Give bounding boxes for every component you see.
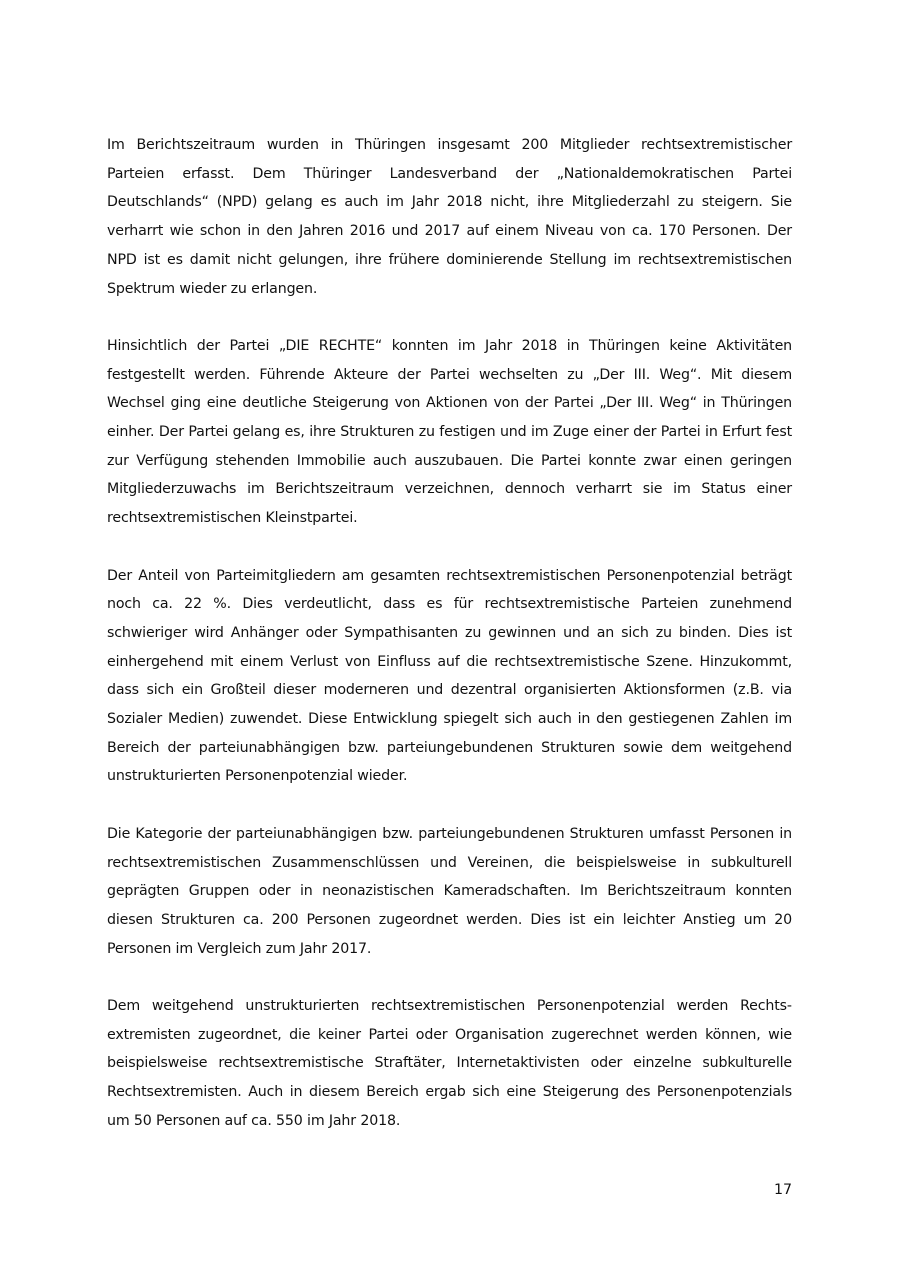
paragraph-party-share: Der Anteil von Parteimitgliedern am gesamten rechtsextremistischen Personenpotenzial beträgt noch ca. 22 %. Dies verdeutlicht, dass es für rechtsextremistische Parteien zunehmend schwieriger wird Anhänger oder Sympathisanten zu gewinnen und an sich zu binden. Dies ist einhergehend mit einem Verlust von Einfluss auf die rechtsextremistische Szene. Hinzukommt, dass sich ein Großteil dieser moderneren und dezentral organisierten Aktionsformen (z.B. via Sozialer Medien) zuwendet. Diese Entwicklung spiegelt sich auch in den gestiegenen Zahlen im Bereich der parteiunabhängigen bzw. parteiungebundenen Strukturen sowie dem weitgehend unstrukturierten Personenpotenzial wieder. <box>107 567 792 785</box>
paragraph-die-rechte: Hinsichtlich der Partei „DIE RECHTE“ konnten im Jahr 2018 in Thüringen keine Aktivitäten festgestellt werden. Führende Akteure der Partei wechselten zu „Der III. Weg“. Mit diesem Wechsel ging eine deutliche Steigerung von Aktionen von der Partei „Der III. Weg“ in Thüringen einher. Der Partei gelang es, ihre Strukturen zu festigen und im Zuge einer der Partei in Erfurt fest zur Verfügung stehenden Immobilie auch auszubauen. Die Partei konnte zwar einen geringen Mitgliederzuwachs im Berichtszeitraum verzeichnen, dennoch verharrt sie im Status einer rechtsextremistischen Kleinstpartei. <box>107 337 792 527</box>
paragraph-independent-structures: Die Kategorie der parteiunabhängigen bzw. parteiungebundenen Strukturen umfasst Personen in rechtsextremistischen Zusammenschlüssen und Vereinen, die beispielsweise in subkulturell geprägten Gruppen oder in neonazistischen Kameradschaften. Im Berichtszeitraum konnten diesen Strukturen ca. 200 Personen zugeordnet werden. Dies ist ein leichter Anstieg um 20 Personen im Vergleich zum Jahr 2017. <box>107 825 792 957</box>
paragraph-unstructured-potential: Dem weitgehend unstrukturierten rechtsextremistischen Personenpotenzial werden Rechtsextremisten zugeordnet, die keiner Partei oder Organisation zugerechnet werden können, wie beispielsweise rechtsextremistische Straftäter, Internetaktivisten oder einzelne subkulturelle Rechtsextremisten. Auch in diesem Bereich ergab sich eine Steigerung des Personenpotenzials um 50 Personen auf ca. 550 im Jahr 2018. <box>107 998 792 1129</box>
paragraph-party-members: Im Berichtszeitraum wurden in Thüringen insgesamt 200 Mitglieder rechtsextremistischer Parteien erfasst. Dem Thüringer Landesverband der „Nationaldemokratischen Partei Deutschlands“ (NPD) gelang es auch im Jahr 2018 nicht, ihre Mitgliederzahl zu steigern. Sie verharrt wie schon in den Jahren 2016 und 2017 auf einem Niveau von ca. 170 Personen. Der NPD ist es damit nicht gelungen, ihre frühere dominierende Stellung im rechtsextremistischen Spektrum wieder zu erlangen. <box>107 137 792 297</box>
document-body <box>107 131 792 1164</box>
page-number: 17 <box>773 1182 792 1198</box>
